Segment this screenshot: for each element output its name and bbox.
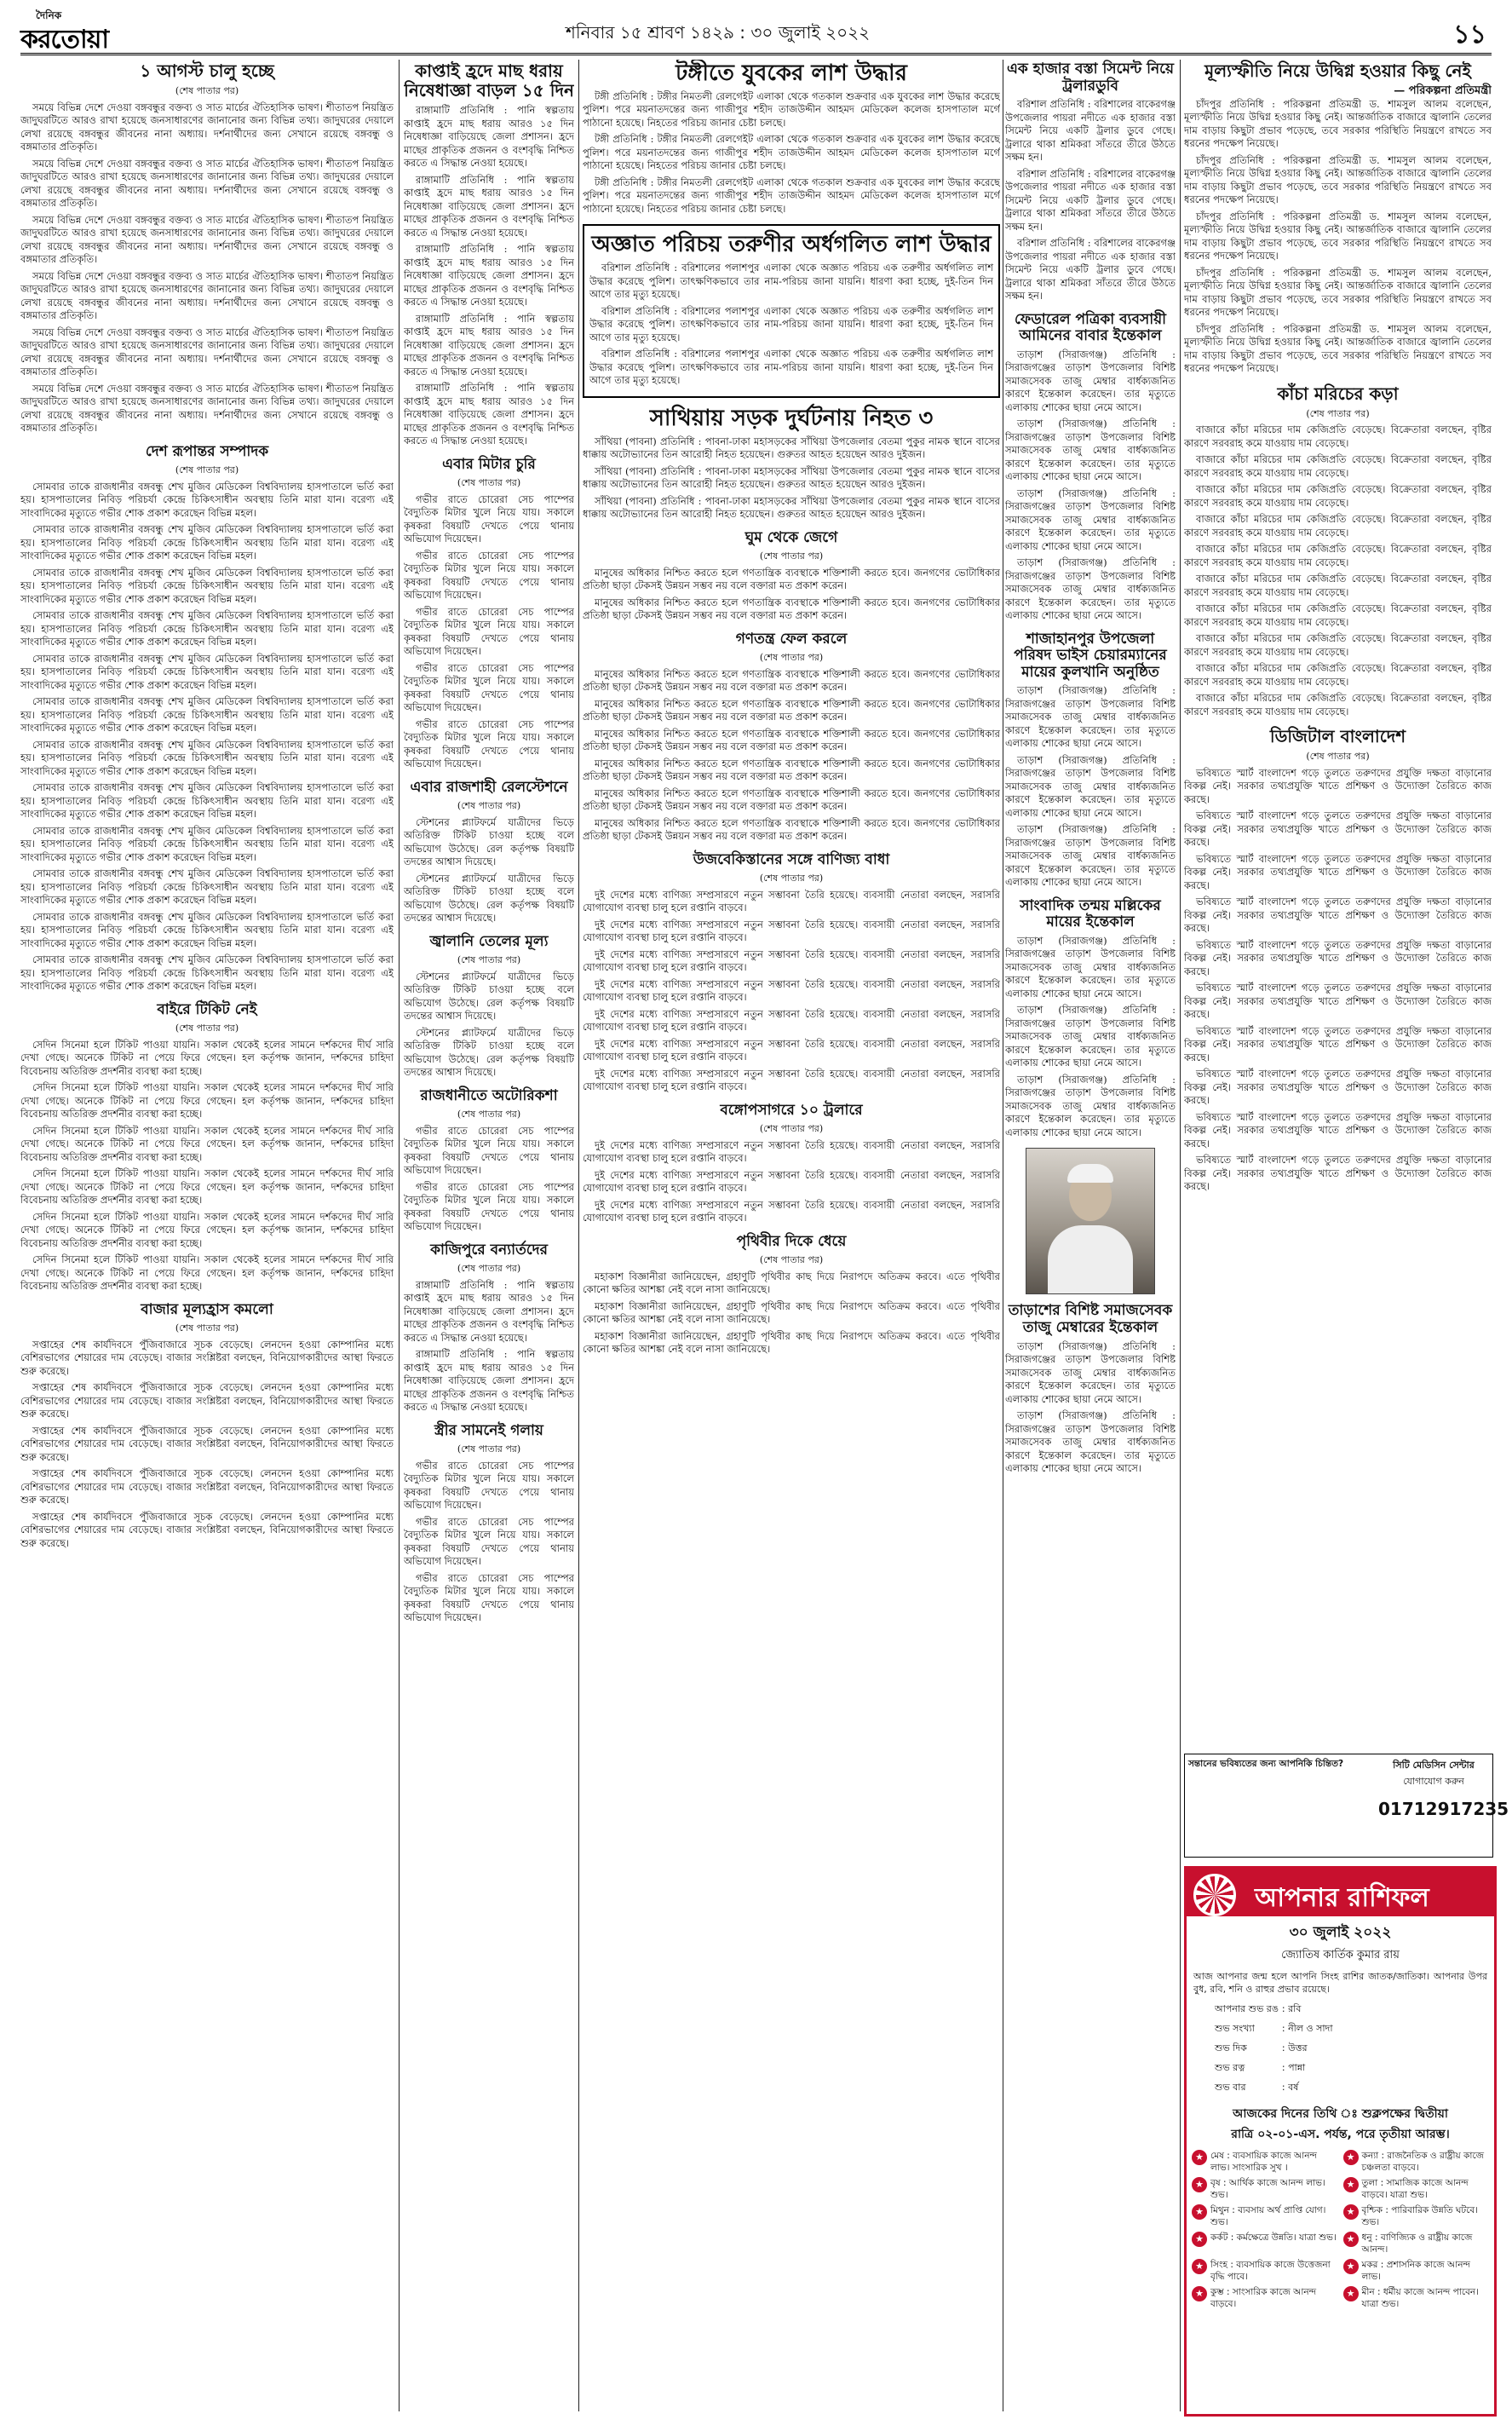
article-body: দুই দেশের মধ্যে বাণিজ্য সম্প্রসারণে নতুন সম্ভাবনা তৈরি হয়েছে। ব্যবসায়ী নেতারা বলছেন, সরাসরি যোগাযোগ ব্যবস্থা চালু হলে রপ্তানি বাড়বে। (583, 977, 1000, 1004)
article-body: সেদিন সিনেমা হলে টিকিট পাওয়া যায়নি। সকাল থেকেই হলের সামনে দর্শকদের দীর্ঘ সারি দেখা গেছে। অনেকে টিকিট না পেয়ে ফিরে গেছেন। হল কর্তৃপক্ষ জানান, দর্শকদের চাহিদা বিবেচনায় অতিরিক্ত প্রদর্শনীর ব্যবস্থা করা হচ্ছে। (20, 1038, 394, 1077)
article (1005, 61, 1176, 303)
zodiac-symbol-icon: ★ (1192, 2204, 1207, 2220)
article-body: সোমবার তাকে রাজধানীর বঙ্গবন্ধু শেখ মুজিব মেডিকেল বিশ্ববিদ্যালয় হাসপাতালে ভর্তি করা হয়। হাসপাতালের নিবিড় পরিচর্যা কেন্দ্রে চিকিৎসাধীন অবস্থায় তিনি মারা যান। বরেণ্য এই সাংবাদিকের মৃত্যুতে গভীর শোক প্রকাশ করেছেন বিভিন্ন মহল। (20, 652, 394, 691)
article-body: তাড়াশ (সিরাজগঞ্জ) প্রতিনিধি : সিরাজগঞ্জের তাড়াশ উপজেলার বিশিষ্ট সমাজসেবক তাজু মেম্বার বার্ধক্যজনিত কারণে ইন্তেকাল করেছেন। তার মৃত্যুতে এলাকায় শোকের ছায়া নেমে আসে। (1005, 1004, 1176, 1069)
article-body: রাঙ্গামাটি প্রতিনিধি : পানি স্বল্পতায় কাপ্তাই হ্রদে মাছ ধরায় আরও ১৫ দিন নিষেধাজ্ঞা বাড়িয়েছে জেলা প্রশাসন। হ্রদে মাছের প্রাকৃতিক প্রজনন ও বংশবৃদ্ধি নিশ্চিত করতে এ সিদ্ধান্ত নেওয়া হয়েছে। (404, 243, 574, 308)
horoscope-row-value: : উত্তর (1281, 2042, 1308, 2054)
article-body: দুই দেশের মধ্যে বাণিজ্য সম্প্রসারণে নতুন সম্ভাবনা তৈরি হয়েছে। ব্যবসায়ী নেতারা বলছেন, সরাসরি যোগাযোগ ব্যবস্থা চালু হলে রপ্তানি বাড়বে। (583, 1168, 1000, 1195)
article-body: বরিশাল প্রতিনিধি : বরিশালের পলাশপুর এলাকা থেকে অজ্ঞাত পরিচয় এক তরুণীর অর্ধগলিত লাশ উদ্ধার করেছে পুলিশ। তাৎক্ষণিকভাবে তার নাম-পরিচয় জানা যায়নি। ধারণা করা হচ্ছে, দুই-তিন দিন আগে তার মৃত্যু হয়েছে। (589, 304, 993, 343)
article-body: গভীর রাতে চোরেরা সেচ পাম্পের বৈদ্যুতিক মিটার খুলে নিয়ে যায়। সকালে কৃষকরা বিষয়টি দেখতে পেয়ে থানায় অভিযোগ দিয়েছেন। (404, 493, 574, 545)
column-divider (1180, 60, 1181, 2411)
article-body: দুই দেশের মধ্যে বাণিজ্য সম্প্রসারণে নতুন সম্ভাবনা তৈরি হয়েছে। ব্যবসায়ী নেতারা বলছেন, সরাসরি যোগাযোগ ব্যবস্থা চালু হলে রপ্তানি বাড়বে। (583, 1138, 1000, 1165)
article-headline: ফেডারেল পত্রিকা ব্যবসায়ী আমিনের বাবার ইন্তেকাল (1014, 310, 1167, 345)
horoscope-row-value: : রবি (1281, 2003, 1302, 2014)
article-body: স্টেশনের প্ল্যাটফর্মে যাত্রীদের ভিড়ে অতিরিক্ত টিকিট চাওয়া হচ্ছে বলে অভিযোগ উঠেছে। রেল কর্তৃপক্ষ বিষয়টি তদন্তের আশ্বাস দিয়েছে। (404, 1026, 574, 1079)
article-body: সোমবার তাকে রাজধানীর বঙ্গবন্ধু শেখ মুজিব মেডিকেল বিশ্ববিদ্যালয় হাসপাতালে ভর্তি করা হয়। হাসপাতালের নিবিড় পরিচর্যা কেন্দ্রে চিকিৎসাধীন অবস্থায় তিনি মারা যান। বরেণ্য এই সাংবাদিকের মৃত্যুতে গভীর শোক প্রকাশ করেছেন বিভিন্ন মহল। (20, 910, 394, 949)
article-body: গভীর রাতে চোরেরা সেচ পাম্পের বৈদ্যুতিক মিটার খুলে নিয়ে যায়। সকালে কৃষকরা বিষয়টি দেখতে পেয়ে থানায় অভিযোগ দিয়েছেন। (404, 605, 574, 658)
article-body: ভবিষ্যতে স্মার্ট বাংলাদেশ গড়ে তুলতে তরুণদের প্রযুক্তি দক্ষতা বাড়ানোর বিকল্প নেই। সরকার তথ্যপ্রযুক্তি খাতে প্রশিক্ষণ ও উদ্যোক্তা তৈরিতে কাজ করছে। (1184, 1154, 1492, 1192)
zodiac-wheel-icon (1193, 1874, 1236, 1916)
article-body: তাড়াশ (সিরাজগঞ্জ) প্রতিনিধি : সিরাজগঞ্জের তাড়াশ উপজেলার বিশিষ্ট সমাজসেবক তাজু মেম্বার বার্ধক্যজনিত কারণে ইন্তেকাল করেছেন। তার মৃত্যুতে এলাকায় শোকের ছায়া নেমে আসে। (1005, 1073, 1176, 1138)
zodiac-sign-entry (1343, 2204, 1490, 2228)
zodiac-symbol-icon: ★ (1343, 2150, 1359, 2165)
logo-big-text: করতোয়া (20, 25, 109, 55)
zodiac-sign-entry (1192, 2204, 1338, 2228)
article-body: সপ্তাহের শেষ কার্যদিবসে পুঁজিবাজারে সূচক বেড়েছে। লেনদেন হওয়া কোম্পানির মধ্যে বেশিরভাগের শেয়ারের দাম বেড়েছে। বাজার সংশ্লিষ্টরা বলছেন, বিনিয়োগকারীদের আস্থা ফিরতে শুরু করেছে। (20, 1424, 394, 1463)
ad-phone: 01712917235 (1378, 1799, 1509, 1819)
horoscope-author: জ্যোতিষ কার্তিক কুমার রায় (1281, 1949, 1400, 1962)
article-body: বাজারে কাঁচা মরিচের দাম কেজিপ্রতি বেড়েছে। বিক্রেতারা বলছেন, বৃষ্টির কারণে সরবরাহ কমে যাওয়ায় দাম বেড়েছে। (1184, 692, 1492, 717)
zodiac-sign-text: কন্যা : রাজনৈতিক ও রাষ্ট্রীয় কাজে চঞ্চলতা বাড়বে। (1361, 2151, 1484, 2173)
continued-label: (শেষ পাতার পর) (175, 1023, 239, 1034)
article-body: চাঁদপুর প্রতিনিধি : পরিকল্পনা প্রতিমন্ত্রী ড. শামসুল আলম বলেছেন, মূল্যস্ফীতি নিয়ে উদ্বিগ্ন হওয়ার কিছু নেই। আন্তর্জাতিক বাজারে জ্বালানি তেলের দাম বাড়ায় কিছুটা প্রভাব পড়েছে, তবে সরকার পরিস্থিতি নিয়ন্ত্রণে রাখতে সব ধরনের পদক্ষেপ নিয়েছে। (1184, 153, 1492, 205)
horoscope-row-value: : বৰ্ষ (1281, 2082, 1299, 2093)
zodiac-symbol-icon: ★ (1192, 2259, 1207, 2274)
article-body: দুই দেশের মধ্যে বাণিজ্য সম্প্রসারণে নতুন সম্ভাবনা তৈরি হয়েছে। ব্যবসায়ী নেতারা বলছেন, সরাসরি যোগাযোগ ব্যবস্থা চালু হলে রপ্তানি বাড়বে। (583, 888, 1000, 914)
continued-label: (শেষ পাতার পর) (175, 85, 239, 96)
continued-label: (শেষ পাতার পর) (759, 1254, 824, 1266)
continued-label: (শেষ পাতার পর) (457, 954, 521, 966)
article (20, 61, 394, 435)
page-number: ১১ (1453, 20, 1486, 49)
article-body: মহাকাশ বিজ্ঞানীরা জানিয়েছেন, গ্রহাণুটি পৃথিবীর কাছ দিয়ে নিরাপদে অতিক্রম করবে। এতে পৃথিবীর কোনো ক্ষতির আশঙ্কা নেই বলে নাসা জানিয়েছে। (583, 1270, 1000, 1296)
article-body: বরিশাল প্রতিনিধি : বরিশালের বাকেরগঞ্জ উপজেলার পায়রা নদীতে এক হাজার বস্তা সিমেন্ট নিয়ে একটি ট্রলার ডুবে গেছে। ট্রলারে থাকা শ্রমিকরা সাঁতরে তীরে উঠতে সক্ষম হন। (1005, 237, 1176, 302)
zodiac-symbol-icon: ★ (1343, 2232, 1359, 2247)
column-2 (404, 60, 574, 2411)
article (20, 1002, 394, 1293)
tithi-line: রাত্রি ০২-০১-এস. পর্যন্ত, পরে তৃতীয়া আরম্ভ। (1231, 2128, 1450, 2141)
article (20, 1302, 394, 1551)
zodiac-sign-entry (1192, 2286, 1338, 2310)
article (1184, 61, 1492, 376)
article-body: সোমবার তাকে রাজধানীর বঙ্গবন্ধু শেখ মুজিব মেডিকেল বিশ্ববিদ্যালয় হাসপাতালে ভর্তি করা হয়। হাসপাতালের নিবিড় পরিচর্যা কেন্দ্রে চিকিৎসাধীন অবস্থায় তিনি মারা যান। বরেণ্য এই সাংবাদিকের মৃত্যুতে গভীর শোক প্রকাশ করেছেন বিভিন্ন মহল। (20, 523, 394, 562)
column-3 (583, 60, 1000, 2411)
horoscope-intro: আজ আপনার জন্ম হলে আপনি সিংহ রাশির জাতক/জাতিকা। আপনার উপর বুধ, রবি, শনি ও রাহুর প্রভাব রয়েছে। (1193, 1971, 1487, 1995)
article-headline: সাংবাদিক তন্ময় মল্লিকের মায়ের ইন্তেকাল (1020, 896, 1161, 931)
zodiac-sign-entry (1343, 2259, 1490, 2283)
continued-label: (শেষ পাতার পর) (457, 477, 521, 489)
article-body: সোমবার তাকে রাজধানীর বঙ্গবন্ধু শেখ মুজিব মেডিকেল বিশ্ববিদ্যালয় হাসপাতালে ভর্তি করা হয়। হাসপাতালের নিবিড় পরিচর্যা কেন্দ্রে চিকিৎসাধীন অবস্থায় তিনি মারা যান। বরেণ্য এই সাংবাদিকের মৃত্যুতে গভীর শোক প্রকাশ করেছেন বিভিন্ন মহল। (20, 480, 394, 519)
continued-label: (শেষ পাতার পর) (457, 1443, 521, 1455)
zodiac-sign-text: মকর : প্রশাসনিক কাজে আনন্দ লাভ। (1361, 2260, 1470, 2282)
article-body: সোমবার তাকে রাজধানীর বঙ্গবন্ধু শেখ মুজিব মেডিকেল বিশ্ববিদ্যালয় হাসপাতালে ভর্তি করা হয়। হাসপাতালের নিবিড় পরিচর্যা কেন্দ্রে চিকিৎসাধীন অবস্থায় তিনি মারা যান। বরেণ্য এই সাংবাদিকের মৃত্যুতে গভীর শোক প্রকাশ করেছেন বিভিন্ন মহল। (20, 781, 394, 821)
article-body: সাঁথিয়া (পাবনা) প্রতিনিধি : পাবনা-ঢাকা মহাসড়কের সাঁথিয়া উপজেলার বেতমা পুকুর নামক স্থানে বাসের ধাক্কায় অটোভ্যানের তিন আরোহী নিহত হয়েছেন। গুরুতর আহত হয়েছেন আরও দুইজন। (583, 435, 1000, 461)
article (404, 457, 574, 771)
article (583, 530, 1000, 623)
article (583, 1103, 1000, 1225)
article-body: তাড়াশ (সিরাজগঞ্জ) প্রতিনিধি : সিরাজগঞ্জের তাড়াশ উপজেলার বিশিষ্ট সমাজসেবক তাজু মেম্বার বার্ধক্যজনিত কারণে ইন্তেকাল করেছেন। তার মৃত্যুতে এলাকায় শোকের ছায়া নেমে আসে। (1005, 487, 1176, 552)
article (583, 406, 1000, 521)
zodiac-sign-entry (1192, 2177, 1338, 2201)
zodiac-symbol-icon: ★ (1192, 2232, 1207, 2247)
article-body: সোমবার তাকে রাজধানীর বঙ্গবন্ধু শেখ মুজিব মেডিকেল বিশ্ববিদ্যালয় হাসপাতালে ভর্তি করা হয়। হাসপাতালের নিবিড় পরিচর্যা কেন্দ্রে চিকিৎসাধীন অবস্থায় তিনি মারা যান। বরেণ্য এই সাংবাদিকের মৃত্যুতে গভীর শোক প্রকাশ করেছেন বিভিন্ন মহল। (20, 953, 394, 993)
article-body: সময়ে বিভিন্ন দেশে দেওয়া বঙ্গবন্ধুর বক্তব্য ও সাত মার্চের ঐতিহাসিক ভাষণ। শীতাতপ নিয়ন্ত্রিত জাদুঘরটিতে আরও রাখা হয়েছে জনসাধারণের জানানোর জন্য বিভিন্ন তথ্য। জাদুঘরের দেয়ালে লেখা রয়েছে বঙ্গবন্ধুর জীবনের নানা অধ্যায়। দর্শনার্থীদের জন্য সেখানে রয়েছে বঙ্গবন্ধু ও বঙ্গমাতার প্রতিকৃতি। (20, 101, 394, 153)
zodiac-sign-entry (1192, 2232, 1338, 2255)
article-body: সোমবার তাকে রাজধানীর বঙ্গবন্ধু শেখ মুজিব মেডিকেল বিশ্ববিদ্যালয় হাসপাতালে ভর্তি করা হয়। হাসপাতালের নিবিড় পরিচর্যা কেন্দ্রে চিকিৎসাধীন অবস্থায় তিনি মারা যান। বরেণ্য এই সাংবাদিকের মৃত্যুতে গভীর শোক প্রকাশ করেছেন বিভিন্ন মহল। (20, 566, 394, 605)
article-body: গভীর রাতে চোরেরা সেচ পাম্পের বৈদ্যুতিক মিটার খুলে নিয়ে যায়। সকালে কৃষকরা বিষয়টি দেখতে পেয়ে থানায় অভিযোগ দিয়েছেন। (404, 549, 574, 602)
horoscope-row (1214, 2001, 1334, 2019)
article-headline: স্ত্রীর সামনেই গলায় (434, 1421, 543, 1439)
article-body: মানুষের অধিকার নিশ্চিত করতে হলে গণতান্ত্রিক ব্যবস্থাকে শক্তিশালী করতে হবে। জনগণের ভোটাধিকার প্রতিষ্ঠা ছাড়া টেকসই উন্নয়ন সম্ভব নয় বলে বক্তারা মত প্রকাশ করেন। (583, 667, 1000, 694)
article-body: সেদিন সিনেমা হলে টিকিট পাওয়া যায়নি। সকাল থেকেই হলের সামনে দর্শকদের দীর্ঘ সারি দেখা গেছে। অনেকে টিকিট না পেয়ে ফিরে গেছেন। হল কর্তৃপক্ষ জানান, দর্শকদের চাহিদা বিবেচনায় অতিরিক্ত প্রদর্শনীর ব্যবস্থা করা হচ্ছে। (20, 1167, 394, 1207)
continued-label: (শেষ পাতার পর) (1306, 407, 1370, 419)
article-body: গভীর রাতে চোরেরা সেচ পাম্পের বৈদ্যুতিক মিটার খুলে নিয়ে যায়। সকালে কৃষকরা বিষয়টি দেখতে পেয়ে থানায় অভিযোগ দিয়েছেন। (404, 1180, 574, 1233)
article-body: বাজারে কাঁচা মরিচের দাম কেজিপ্রতি বেড়েছে। বিক্রেতারা বলছেন, বৃষ্টির কারণে সরবরাহ কমে যাওয়ায় দাম বেড়েছে। (1184, 483, 1492, 509)
article-body: স্টেশনের প্ল্যাটফর্মে যাত্রীদের ভিড়ে অতিরিক্ত টিকিট চাওয়া হচ্ছে বলে অভিযোগ উঠেছে। রেল কর্তৃপক্ষ বিষয়টি তদন্তের আশ্বাস দিয়েছে। (404, 872, 574, 925)
article-body: সোমবার তাকে রাজধানীর বঙ্গবন্ধু শেখ মুজিব মেডিকেল বিশ্ববিদ্যালয় হাসপাতালে ভর্তি করা হয়। হাসপাতালের নিবিড় পরিচর্যা কেন্দ্রে চিকিৎসাধীন অবস্থায় তিনি মারা যান। বরেণ্য এই সাংবাদিকের মৃত্যুতে গভীর শোক প্রকাশ করেছেন বিভিন্ন মহল। (20, 695, 394, 734)
article-body: ভবিষ্যতে স্মার্ট বাংলাদেশ গড়ে তুলতে তরুণদের প্রযুক্তি দক্ষতা বাড়ানোর বিকল্প নেই। সরকার তথ্যপ্রযুক্তি খাতে প্রশিক্ষণ ও উদ্যোক্তা তৈরিতে কাজ করছে। (1184, 896, 1492, 934)
zodiac-symbol-icon: ★ (1343, 2177, 1359, 2192)
article-headline: অজ্ঞাত পরিচয় তরুণীর অর্ধগলিত লাশ উদ্ধার (591, 232, 992, 258)
ad-cta: যোগাযোগ করুন (1403, 1776, 1464, 1787)
article (583, 852, 1000, 1094)
article-body: রাঙ্গামাটি প্রতিনিধি : পানি স্বল্পতায় কাপ্তাই হ্রদে মাছ ধরায় আরও ১৫ দিন নিষেধাজ্ঞা বাড়িয়েছে জেলা প্রশাসন। হ্রদে মাছের প্রাকৃতিক প্রজনন ও বংশবৃদ্ধি নিশ্চিত করতে এ সিদ্ধান্ত নেওয়া হয়েছে। (404, 312, 574, 377)
photo-caption: তাড়াশের বিশিষ্ট সমাজসেবক তাজু মেম্বারের ইন্তেকাল (1008, 1302, 1173, 1336)
article-body: সপ্তাহের শেষ কার্যদিবসে পুঁজিবাজারে সূচক বেড়েছে। লেনদেন হওয়া কোম্পানির মধ্যে বেশিরভাগের শেয়ারের দাম বেড়েছে। বাজার সংশ্লিষ্টরা বলছেন, বিনিয়োগকারীদের আস্থা ফিরতে শুরু করেছে। (20, 1510, 394, 1549)
ad-brand: সিটি মেডিসিন সেন্টার (1393, 1760, 1475, 1771)
article-body: সোমবার তাকে রাজধানীর বঙ্গবন্ধু শেখ মুজিব মেডিকেল বিশ্ববিদ্যালয় হাসপাতালে ভর্তি করা হয়। হাসপাতালের নিবিড় পরিচর্যা কেন্দ্রে চিকিৎসাধীন অবস্থায় তিনি মারা যান। বরেণ্য এই সাংবাদিকের মৃত্যুতে গভীর শোক প্রকাশ করেছেন বিভিন্ন মহল। (20, 738, 394, 777)
article-body: বাজারে কাঁচা মরিচের দাম কেজিপ্রতি বেড়েছে। বিক্রেতারা বলছেন, বৃষ্টির কারণে সরবরাহ কমে যাওয়ায় দাম বেড়েছে। (1184, 573, 1492, 598)
continued-label: (শেষ পাতার পর) (759, 550, 824, 562)
zodiac-sign-text: কুম্ভ : সাংসারিক কাজে আনন্দ বাড়বে। (1210, 2287, 1317, 2309)
horoscope-row-key: শুভ দিক (1215, 2042, 1247, 2054)
article-headline: এবার রাজশাহী রেলস্টেশনে (410, 778, 568, 796)
article-body: চাঁদপুর প্রতিনিধি : পরিকল্পনা প্রতিমন্ত্রী ড. শামসুল আলম বলেছেন, মূল্যস্ফীতি নিয়ে উদ্বিগ্ন হওয়ার কিছু নেই। আন্তর্জাতিক বাজারে জ্বালানি তেলের দাম বাড়ায় কিছুটা প্রভাব পড়েছে, তবে সরকার পরিস্থিতি নিয়ন্ত্রণে রাখতে সব ধরনের পদক্ষেপ নিয়েছে। (1184, 210, 1492, 262)
article-headline: বাজার মূল্যহ্রাস কমলো (141, 1300, 273, 1318)
horoscope-row-key: শুভ সংখ্যা (1215, 2023, 1255, 2034)
column-1 (20, 60, 394, 2411)
article-body: চাঁদপুর প্রতিনিধি : পরিকল্পনা প্রতিমন্ত্রী ড. শামসুল আলম বলেছেন, মূল্যস্ফীতি নিয়ে উদ্বিগ্ন হওয়ার কিছু নেই। আন্তর্জাতিক বাজারে জ্বালানি তেলের দাম বাড়ায় কিছুটা প্রভাব পড়েছে, তবে সরকার পরিস্থিতি নিয়ন্ত্রণে রাখতে সব ধরনের পদক্ষেপ নিয়েছে। (1184, 97, 1492, 149)
article-body: ভবিষ্যতে স্মার্ট বাংলাদেশ গড়ে তুলতে তরুণদের প্রযুক্তি দক্ষতা বাড়ানোর বিকল্প নেই। সরকার তথ্যপ্রযুক্তি খাতে প্রশিক্ষণ ও উদ্যোক্তা তৈরিতে কাজ করছে। (1184, 852, 1492, 891)
article-body: তাড়াশ (সিরাজগঞ্জ) প্রতিনিধি : সিরাজগঞ্জের তাড়াশ উপজেলার বিশিষ্ট সমাজসেবক তাজু মেম্বার বার্ধক্যজনিত কারণে ইন্তেকাল করেছেন। তার মৃত্যুতে এলাকায় শোকের ছায়া নেমে আসে। (1005, 823, 1176, 889)
article-body: টঙ্গী প্রতিনিধি : টঙ্গীর নিমতলী রেলগেইট এলাকা থেকে গতকাল শুক্রবার এক যুবকের লাশ উদ্ধার করেছে পুলিশ। পরে ময়নাতদন্তের জন্য গাজীপুর শহীদ তাজউদ্দীন আহমদ মেডিকেল কলেজ হাসপাতাল মর্গে পাঠানো হয়েছে। নিহতের পরিচয় জানার চেষ্টা চলছে। (583, 89, 1000, 129)
article (404, 934, 574, 1080)
column-5 (1184, 60, 1492, 1751)
column-4 (1005, 60, 1176, 2411)
article (1005, 631, 1176, 890)
horoscope-row-key: শুভ রত্ন (1215, 2062, 1245, 2073)
article-headline: সাথিয়ায় সড়ক দুর্ঘটনায় নিহত ৩ (649, 405, 934, 431)
article-body: তাড়াশ (সিরাজগঞ্জ) প্রতিনিধি : সিরাজগঞ্জের তাড়াশ উপজেলার বিশিষ্ট সমাজসেবক তাজু মেম্বার বার্ধক্যজনিত কারণে ইন্তেকাল করেছেন। তার মৃত্যুতে এলাকায় শোকের ছায়া নেমে আসে। (1005, 556, 1176, 622)
article-body: ভবিষ্যতে স্মার্ট বাংলাদেশ গড়ে তুলতে তরুণদের প্রযুক্তি দক্ষতা বাড়ানোর বিকল্প নেই। সরকার তথ্যপ্রযুক্তি খাতে প্রশিক্ষণ ও উদ্যোক্তা তৈরিতে কাজ করছে। (1184, 938, 1492, 977)
ad-headline: সন্তানের ভবিষ্যতের জন্য আপনিকি চিন্তিত? (1188, 1759, 1344, 1769)
boxed-article (583, 224, 1000, 397)
zodiac-symbol-icon: ★ (1343, 2259, 1359, 2274)
article-body: স্টেশনের প্ল্যাটফর্মে যাত্রীদের ভিড়ে অতিরিক্ত টিকিট চাওয়া হচ্ছে বলে অভিযোগ উঠেছে। রেল কর্তৃপক্ষ বিষয়টি তদন্তের আশ্বাস দিয়েছে। (404, 815, 574, 868)
portrait-photo (1026, 1148, 1155, 1294)
article-body: দুই দেশের মধ্যে বাণিজ্য সম্প্রসারণে নতুন সম্ভাবনা তৈরি হয়েছে। ব্যবসায়ী নেতারা বলছেন, সরাসরি যোগাযোগ ব্যবস্থা চালু হলে রপ্তানি বাড়বে। (583, 1037, 1000, 1063)
article-body: মহাকাশ বিজ্ঞানীরা জানিয়েছেন, গ্রহাণুটি পৃথিবীর কাছ দিয়ে নিরাপদে অতিক্রম করবে। এতে পৃথিবীর কোনো ক্ষতির আশঙ্কা নেই বলে নাসা জানিয়েছে। (583, 1299, 1000, 1326)
horoscope-row (1214, 2020, 1334, 2038)
zodiac-sign-text: তুলা : সামাজিক কাজে আনন্দ বাড়বে। যাত্রা শুভ। (1361, 2178, 1469, 2200)
article-body: মানুষের অধিকার নিশ্চিত করতে হলে গণতান্ত্রিক ব্যবস্থাকে শক্তিশালী করতে হবে। জনগণের ভোটাধিকার প্রতিষ্ঠা ছাড়া টেকসই উন্নয়ন সম্ভব নয় বলে বক্তারা মত প্রকাশ করেন। (583, 566, 1000, 592)
article-headline: বঙ্গোপসাগরে ১০ ট্রলারে (720, 1101, 863, 1119)
horoscope-row-value: : পান্না (1281, 2062, 1306, 2073)
article-body: রাঙ্গামাটি প্রতিনিধি : পানি স্বল্পতায় কাপ্তাই হ্রদে মাছ ধরায় আরও ১৫ দিন নিষেধাজ্ঞা বাড়িয়েছে জেলা প্রশাসন। হ্রদে মাছের প্রাকৃতিক প্রজনন ও বংশবৃদ্ধি নিশ্চিত করতে এ সিদ্ধান্ত নেওয়া হয়েছে। (404, 173, 574, 239)
article-body: তাড়াশ (সিরাজগঞ্জ) প্রতিনিধি : সিরাজগঞ্জের তাড়াশ উপজেলার বিশিষ্ট সমাজসেবক তাজু মেম্বার বার্ধক্যজনিত কারণে ইন্তেকাল করেছেন। তার মৃত্যুতে এলাকায় শোকের ছায়া নেমে আসে। (1005, 934, 1176, 999)
article-body: তাড়াশ (সিরাজগঞ্জ) প্রতিনিধি : সিরাজগঞ্জের তাড়াশ উপজেলার বিশিষ্ট সমাজসেবক তাজু মেম্বার বার্ধক্যজনিত কারণে ইন্তেকাল করেছেন। তার মৃত্যুতে এলাকায় শোকের ছায়া নেমে আসে। (1005, 418, 1176, 483)
article-body: বাজারে কাঁচা মরিচের দাম কেজিপ্রতি বেড়েছে। বিক্রেতারা বলছেন, বৃষ্টির কারণে সরবরাহ কমে যাওয়ায় দাম বেড়েছে। (1184, 513, 1492, 539)
horoscope-row (1214, 2079, 1334, 2097)
article (404, 1088, 574, 1234)
article-body: সোমবার তাকে রাজধানীর বঙ্গবন্ধু শেখ মুজিব মেডিকেল বিশ্ববিদ্যালয় হাসপাতালে ভর্তি করা হয়। হাসপাতালের নিবিড় পরিচর্যা কেন্দ্রে চিকিৎসাধীন অবস্থায় তিনি মারা যান। বরেণ্য এই সাংবাদিকের মৃত্যুতে গভীর শোক প্রকাশ করেছেন বিভিন্ন মহল। (20, 609, 394, 648)
article (404, 1423, 574, 1625)
article-body: স্টেশনের প্ল্যাটফর্মে যাত্রীদের ভিড়ে অতিরিক্ত টিকিট চাওয়া হচ্ছে বলে অভিযোগ উঠেছে। রেল কর্তৃপক্ষ বিষয়টি তদন্তের আশ্বাস দিয়েছে। (404, 970, 574, 1023)
article-body: রাঙ্গামাটি প্রতিনিধি : পানি স্বল্পতায় কাপ্তাই হ্রদে মাছ ধরায় আরও ১৫ দিন নিষেধাজ্ঞা বাড়িয়েছে জেলা প্রশাসন। হ্রদে মাছের প্রাকৃতিক প্রজনন ও বংশবৃদ্ধি নিশ্চিত করতে এ সিদ্ধান্ত নেওয়া হয়েছে। (404, 1348, 574, 1414)
article (20, 444, 394, 994)
zodiac-symbol-icon: ★ (1192, 2286, 1207, 2301)
zodiac-sign-entry (1192, 2259, 1338, 2283)
article-body: দুই দেশের মধ্যে বাণিজ্য সম্প্রসারণে নতুন সম্ভাবনা তৈরি হয়েছে। ব্যবসায়ী নেতারা বলছেন, সরাসরি যোগাযোগ ব্যবস্থা চালু হলে রপ্তানি বাড়বে। (583, 948, 1000, 974)
article-body: মানুষের অধিকার নিশ্চিত করতে হলে গণতান্ত্রিক ব্যবস্থাকে শক্তিশালী করতে হবে। জনগণের ভোটাধিকার প্রতিষ্ঠা ছাড়া টেকসই উন্নয়ন সম্ভব নয় বলে বক্তারা মত প্রকাশ করেন। (583, 727, 1000, 753)
advertisement (1184, 1754, 1509, 1858)
article-headline: এক হাজার বস্তা সিমেন্ট নিয়ে ট্রলারডুবি (1006, 60, 1175, 95)
article-body: মহাকাশ বিজ্ঞানীরা জানিয়েছেন, গ্রহাণুটি পৃথিবীর কাছ দিয়ে নিরাপদে অতিক্রম করবে। এতে পৃথিবীর কোনো ক্ষতির আশঙ্কা নেই বলে নাসা জানিয়েছে। (583, 1329, 1000, 1356)
article (1005, 312, 1176, 623)
article-body: দুই দেশের মধ্যে বাণিজ্য সম্প্রসারণে নতুন সম্ভাবনা তৈরি হয়েছে। ব্যবসায়ী নেতারা বলছেন, সরাসরি যোগাযোগ ব্যবস্থা চালু হলে রপ্তানি বাড়বে। (583, 1198, 1000, 1224)
article-body: ভবিষ্যতে স্মার্ট বাংলাদেশ গড়ে তুলতে তরুণদের প্রযুক্তি দক্ষতা বাড়ানোর বিকল্প নেই। সরকার তথ্যপ্রযুক্তি খাতে প্রশিক্ষণ ও উদ্যোক্তা তৈরিতে কাজ করছে। (1184, 766, 1492, 805)
zodiac-sign-text: কর্কট : কর্মক্ষেত্রে উন্নতি। যাত্রা শুভ। (1210, 2232, 1337, 2243)
article-body: ভবিষ্যতে স্মার্ট বাংলাদেশ গড়ে তুলতে তরুণদের প্রযুক্তি দক্ষতা বাড়ানোর বিকল্প নেই। সরকার তথ্যপ্রযুক্তি খাতে প্রশিক্ষণ ও উদ্যোক্তা তৈরিতে কাজ করছে। (1184, 1110, 1492, 1149)
article (583, 61, 1000, 216)
horoscope-date: ৩০ জুলাই ২০২২ (1289, 1924, 1392, 1941)
horoscope-box (1184, 1866, 1497, 2417)
article-body: সপ্তাহের শেষ কার্যদিবসে পুঁজিবাজারে সূচক বেড়েছে। লেনদেন হওয়া কোম্পানির মধ্যে বেশিরভাগের শেয়ারের দাম বেড়েছে। বাজার সংশ্লিষ্টরা বলছেন, বিনিয়োগকারীদের আস্থা ফিরতে শুরু করেছে। (20, 1338, 394, 1377)
article-body: বাজারে কাঁচা মরিচের দাম কেজিপ্রতি বেড়েছে। বিক্রেতারা বলছেন, বৃষ্টির কারণে সরবরাহ কমে যাওয়ায় দাম বেড়েছে। (1184, 662, 1492, 688)
article-headline: উজবেকিস্তানের সঙ্গে বাণিজ্য বাধা (693, 850, 890, 868)
zodiac-sign-entry (1343, 2286, 1490, 2310)
article-headline: কাজিপুরে বন্যার্তদের (430, 1241, 548, 1259)
article-body: সেদিন সিনেমা হলে টিকিট পাওয়া যায়নি। সকাল থেকেই হলের সামনে দর্শকদের দীর্ঘ সারি দেখা গেছে। অনেকে টিকিট না পেয়ে ফিরে গেছেন। হল কর্তৃপক্ষ জানান, দর্শকদের চাহিদা বিবেচনায় অতিরিক্ত প্রদর্শনীর ব্যবস্থা করা হচ্ছে। (20, 1081, 394, 1120)
article-body: সময়ে বিভিন্ন দেশে দেওয়া বঙ্গবন্ধুর বক্তব্য ও সাত মার্চের ঐতিহাসিক ভাষণ। শীতাতপ নিয়ন্ত্রিত জাদুঘরটিতে আরও রাখা হয়েছে জনসাধারণের জানানোর জন্য বিভিন্ন তথ্য। জাদুঘরের দেয়ালে লেখা রয়েছে বঙ্গবন্ধুর জীবনের নানা অধ্যায়। দর্শনার্থীদের জন্য সেখানে রয়েছে বঙ্গবন্ধু ও বঙ্গমাতার প্রতিকৃতি। (20, 213, 394, 265)
horoscope-row (1214, 2059, 1334, 2077)
article-body: বাজারে কাঁচা মরিচের দাম কেজিপ্রতি বেড়েছে। বিক্রেতারা বলছেন, বৃষ্টির কারণে সরবরাহ কমে যাওয়ায় দাম বেড়েছে। (1184, 632, 1492, 658)
article-body: সাঁথিয়া (পাবনা) প্রতিনিধি : পাবনা-ঢাকা মহাসড়কের সাঁথিয়া উপজেলার বেতমা পুকুর নামক স্থানে বাসের ধাক্কায় অটোভ্যানের তিন আরোহী নিহত হয়েছেন। গুরুতর আহত হয়েছেন আরও দুইজন। (583, 464, 1000, 491)
article-body: তাড়াশ (সিরাজগঞ্জ) প্রতিনিধি : সিরাজগঞ্জের তাড়াশ উপজেলার বিশিষ্ট সমাজসেবক তাজু মেম্বার বার্ধক্যজনিত কারণে ইন্তেকাল করেছেন। তার মৃত্যুতে এলাকায় শোকের ছায়া নেমে আসে। (1005, 753, 1176, 819)
article-body: চাঁদপুর প্রতিনিধি : পরিকল্পনা প্রতিমন্ত্রী ড. শামসুল আলম বলেছেন, মূল্যস্ফীতি নিয়ে উদ্বিগ্ন হওয়ার কিছু নেই। আন্তর্জাতিক বাজারে জ্বালানি তেলের দাম বাড়ায় কিছুটা প্রভাব পড়েছে, তবে সরকার পরিস্থিতি নিয়ন্ত্রণে রাখতে সব ধরনের পদক্ষেপ নিয়েছে। (1184, 322, 1492, 374)
article-body: সময়ে বিভিন্ন দেশে দেওয়া বঙ্গবন্ধুর বক্তব্য ও সাত মার্চের ঐতিহাসিক ভাষণ। শীতাতপ নিয়ন্ত্রিত জাদুঘরটিতে আরও রাখা হয়েছে জনসাধারণের জানানোর জন্য বিভিন্ন তথ্য। জাদুঘরের দেয়ালে লেখা রয়েছে বঙ্গবন্ধুর জীবনের নানা অধ্যায়। দর্শনার্থীদের জন্য সেখানে রয়েছে বঙ্গবন্ধু ও বঙ্গমাতার প্রতিকৃতি। (20, 269, 394, 321)
horoscope-header (1187, 1869, 1494, 1916)
article-headline: জ্বালানি তেলের মূল্য (429, 932, 549, 950)
article-headline: পৃথিবীর দিকে ধেয়ে (736, 1232, 847, 1250)
article-body: বাজারে কাঁচা মরিচের দাম কেজিপ্রতি বেড়েছে। বিক্রেতারা বলছেন, বৃষ্টির কারণে সরবরাহ কমে যাওয়ায় দাম বেড়েছে। (1184, 543, 1492, 568)
article-headline: শাজাহানপুর উপজেলা পরিষদ ভাইস চেয়ারম্যানের মায়ের কুলখানি অনুষ্ঠিত (1014, 630, 1167, 681)
article-body: গভীর রাতে চোরেরা সেচ পাম্পের বৈদ্যুতিক মিটার খুলে নিয়ে যায়। সকালে কৃষকরা বিষয়টি দেখতে পেয়ে থানায় অভিযোগ দিয়েছেন। (404, 1124, 574, 1177)
article-body: গভীর রাতে চোরেরা সেচ পাম্পের বৈদ্যুতিক মিটার খুলে নিয়ে যায়। সকালে কৃষকরা বিষয়টি দেখতে পেয়ে থানায় অভিযোগ দিয়েছেন। (404, 661, 574, 714)
tithi-line: আজকের দিনের তিথি ঃ শুক্লপক্ষের দ্বিতীয়া (1233, 2107, 1448, 2121)
article-body: দুই দেশের মধ্যে বাণিজ্য সম্প্রসারণে নতুন সম্ভাবনা তৈরি হয়েছে। ব্যবসায়ী নেতারা বলছেন, সরাসরি যোগাযোগ ব্যবস্থা চালু হলে রপ্তানি বাড়বে। (583, 918, 1000, 944)
article-body: সাঁথিয়া (পাবনা) প্রতিনিধি : পাবনা-ঢাকা মহাসড়কের সাঁথিয়া উপজেলার বেতমা পুকুর নামক স্থানে বাসের ধাক্কায় অটোভ্যানের তিন আরোহী নিহত হয়েছেন। গুরুতর আহত হয়েছেন আরও দুইজন। (583, 494, 1000, 521)
zodiac-sign-text: ধনু : বাণিজ্যিক ও রাষ্ট্রীয় কাজে আনন্দ। (1361, 2232, 1473, 2255)
article-body: বাজারে কাঁচা মরিচের দাম কেজিপ্রতি বেড়েছে। বিক্রেতারা বলছেন, বৃষ্টির কারণে সরবরাহ কমে যাওয়ায় দাম বেড়েছে। (1184, 602, 1492, 628)
zodiac-signs (1187, 2150, 1494, 2313)
article-body: টঙ্গী প্রতিনিধি : টঙ্গীর নিমতলী রেলগেইট এলাকা থেকে গতকাল শুক্রবার এক যুবকের লাশ উদ্ধার করেছে পুলিশ। পরে ময়নাতদন্তের জন্য গাজীপুর শহীদ তাজউদ্দীন আহমদ মেডিকেল কলেজ হাসপাতাল মর্গে পাঠানো হয়েছে। নিহতের পরিচয় জানার চেষ্টা চলছে। (583, 176, 1000, 215)
article-body: গভীর রাতে চোরেরা সেচ পাম্পের বৈদ্যুতিক মিটার খুলে নিয়ে যায়। সকালে কৃষকরা বিষয়টি দেখতে পেয়ে থানায় অভিযোগ দিয়েছেন। (404, 1459, 574, 1512)
article-headline: কাপ্তাই হ্রদে মাছ ধরায় নিষেধাজ্ঞা বাড়ল ১৫ দিন (404, 60, 574, 101)
zodiac-sign-entry (1192, 2150, 1338, 2174)
article (1184, 727, 1492, 1194)
article (1005, 898, 1176, 1140)
zodiac-sign-text: বৃষ : আর্থিক কাজে আনন্দ লাভ। শুভ। (1210, 2178, 1325, 2200)
article-body: মানুষের অধিকার নিশ্চিত করতে হলে গণতান্ত্রিক ব্যবস্থাকে শক্তিশালী করতে হবে। জনগণের ভোটাধিকার প্রতিষ্ঠা ছাড়া টেকসই উন্নয়ন সম্ভব নয় বলে বক্তারা মত প্রকাশ করেন। (583, 786, 1000, 813)
article-body: সপ্তাহের শেষ কার্যদিবসে পুঁজিবাজারে সূচক বেড়েছে। লেনদেন হওয়া কোম্পানির মধ্যে বেশিরভাগের শেয়ারের দাম বেড়েছে। বাজার সংশ্লিষ্টরা বলছেন, বিনিয়োগকারীদের আস্থা ফিরতে শুরু করেছে। (20, 1381, 394, 1420)
article-body: তাড়াশ (সিরাজগঞ্জ) প্রতিনিধি : সিরাজগঞ্জের তাড়াশ উপজেলার বিশিষ্ট সমাজসেবক তাজু মেম্বার বার্ধক্যজনিত কারণে ইন্তেকাল করেছেন। তার মৃত্যুতে এলাকায় শোকের ছায়া নেমে আসে। (1005, 684, 1176, 750)
continued-label: (শেষ পাতার পর) (1306, 751, 1370, 762)
article-body: সেদিন সিনেমা হলে টিকিট পাওয়া যায়নি। সকাল থেকেই হলের সামনে দর্শকদের দীর্ঘ সারি দেখা গেছে। অনেকে টিকিট না পেয়ে ফিরে গেছেন। হল কর্তৃপক্ষ জানান, দর্শকদের চাহিদা বিবেচনায় অতিরিক্ত প্রদর্শনীর ব্যবস্থা করা হচ্ছে। (20, 1210, 394, 1249)
article-body: সময়ে বিভিন্ন দেশে দেওয়া বঙ্গবন্ধুর বক্তব্য ও সাত মার্চের ঐতিহাসিক ভাষণ। শীতাতপ নিয়ন্ত্রিত জাদুঘরটিতে আরও রাখা হয়েছে জনসাধারণের জানানোর জন্য বিভিন্ন তথ্য। জাদুঘরের দেয়ালে লেখা রয়েছে বঙ্গবন্ধুর জীবনের নানা অধ্যায়। দর্শনার্থীদের জন্য সেখানে রয়েছে বঙ্গবন্ধু ও বঙ্গমাতার প্রতিকৃতি। (20, 157, 394, 209)
article-body: সময়ে বিভিন্ন দেশে দেওয়া বঙ্গবন্ধুর বক্তব্য ও সাত মার্চের ঐতিহাসিক ভাষণ। শীতাতপ নিয়ন্ত্রিত জাদুঘরটিতে আরও রাখা হয়েছে জনসাধারণের জানানোর জন্য বিভিন্ন তথ্য। জাদুঘরের দেয়ালে লেখা রয়েছে বঙ্গবন্ধুর জীবনের নানা অধ্যায়। দর্শনার্থীদের জন্য সেখানে রয়েছে বঙ্গবন্ধু ও বঙ্গমাতার প্রতিকৃতি। (20, 325, 394, 377)
article-headline: টঙ্গীতে যুবকের লাশ উদ্ধার (676, 60, 907, 86)
article-body: মানুষের অধিকার নিশ্চিত করতে হলে গণতান্ত্রিক ব্যবস্থাকে শক্তিশালী করতে হবে। জনগণের ভোটাধিকার প্রতিষ্ঠা ছাড়া টেকসই উন্নয়ন সম্ভব নয় বলে বক্তারা মত প্রকাশ করেন। (583, 697, 1000, 723)
zodiac-sign-entry (1343, 2232, 1490, 2255)
article-body: সোমবার তাকে রাজধানীর বঙ্গবন্ধু শেখ মুজিব মেডিকেল বিশ্ববিদ্যালয় হাসপাতালে ভর্তি করা হয়। হাসপাতালের নিবিড় পরিচর্যা কেন্দ্রে চিকিৎসাধীন অবস্থায় তিনি মারা যান। বরেণ্য এই সাংবাদিকের মৃত্যুতে গভীর শোক প্রকাশ করেছেন বিভিন্ন মহল। (20, 824, 394, 863)
article-headline: ১ আগস্ট চালু হচ্ছে (140, 60, 274, 81)
continued-label: (শেষ পাতার পর) (457, 1263, 521, 1275)
article-headline: কাঁচা মরিচের কড়া (1277, 383, 1399, 404)
column-divider (578, 60, 579, 2411)
article-body: বরিশাল প্রতিনিধি : বরিশালের পলাশপুর এলাকা থেকে অজ্ঞাত পরিচয় এক তরুণীর অর্ধগলিত লাশ উদ্ধার করেছে পুলিশ। তাৎক্ষণিকভাবে তার নাম-পরিচয় জানা যায়নি। ধারণা করা হচ্ছে, দুই-তিন দিন আগে তার মৃত্যু হয়েছে। (589, 348, 993, 387)
article (1005, 1303, 1176, 1475)
continued-label: (শেষ পাতার পর) (759, 1123, 824, 1135)
zodiac-sign-entry (1343, 2150, 1490, 2174)
article-subhead: — পরিকল্পনা প্রতিমন্ত্রী (1394, 84, 1492, 97)
article-headline: ডিজিটাল বাংলাদেশ (1269, 726, 1406, 746)
horoscope-row-key: আপনার শুভ রঙ (1215, 2003, 1279, 2014)
zodiac-sign-text: মিথুন : ব্যবসায় অর্থ প্রাপ্তি যোগ। শুভ। (1210, 2205, 1326, 2227)
zodiac-sign-text: বৃশ্চিক : পারিবারিক উন্নতি ঘটবে। শুভ। (1361, 2205, 1478, 2227)
article (404, 780, 574, 925)
horoscope-title: আপনার রাশিফল (1255, 1883, 1429, 1913)
continued-label: (শেষ পাতার পর) (759, 873, 824, 884)
article-body: ভবিষ্যতে স্মার্ট বাংলাদেশ গড়ে তুলতে তরুণদের প্রযুক্তি দক্ষতা বাড়ানোর বিকল্প নেই। সরকার তথ্যপ্রযুক্তি খাতে প্রশিক্ষণ ও উদ্যোক্তা তৈরিতে কাজ করছে। (1184, 1068, 1492, 1106)
article-body: মানুষের অধিকার নিশ্চিত করতে হলে গণতান্ত্রিক ব্যবস্থাকে শক্তিশালী করতে হবে। জনগণের ভোটাধিকার প্রতিষ্ঠা ছাড়া টেকসই উন্নয়ন সম্ভব নয় বলে বক্তারা মত প্রকাশ করেন। (583, 596, 1000, 622)
article-body: সোমবার তাকে রাজধানীর বঙ্গবন্ধু শেখ মুজিব মেডিকেল বিশ্ববিদ্যালয় হাসপাতালে ভর্তি করা হয়। হাসপাতালের নিবিড় পরিচর্যা কেন্দ্রে চিকিৎসাধীন অবস্থায় তিনি মারা যান। বরেণ্য এই সাংবাদিকের মৃত্যুতে গভীর শোক প্রকাশ করেছেন বিভিন্ন মহল। (20, 867, 394, 907)
article-headline: গণতন্ত্র ফেল করলে (735, 630, 848, 648)
continued-label: (শেষ পাতার পর) (457, 800, 521, 812)
zodiac-symbol-icon: ★ (1192, 2150, 1207, 2165)
article-body: টঙ্গী প্রতিনিধি : টঙ্গীর নিমতলী রেলগেইট এলাকা থেকে গতকাল শুক্রবার এক যুবকের লাশ উদ্ধার করেছে পুলিশ। পরে ময়নাতদন্তের জন্য গাজীপুর শহীদ তাজউদ্দীন আহমদ মেডিকেল কলেজ হাসপাতাল মর্গে পাঠানো হয়েছে। নিহতের পরিচয় জানার চেষ্টা চলছে। (583, 133, 1000, 172)
article-body: দুই দেশের মধ্যে বাণিজ্য সম্প্রসারণে নতুন সম্ভাবনা তৈরি হয়েছে। ব্যবসায়ী নেতারা বলছেন, সরাসরি যোগাযোগ ব্যবস্থা চালু হলে রপ্তানি বাড়বে। (583, 1067, 1000, 1093)
article-headline: বাইরে টিকিট নেই (157, 1000, 257, 1018)
article-body: তাড়াশ (সিরাজগঞ্জ) প্রতিনিধি : সিরাজগঞ্জের তাড়াশ উপজেলার বিশিষ্ট সমাজসেবক তাজু মেম্বার বার্ধক্যজনিত কারণে ইন্তেকাল করেছেন। তার মৃত্যুতে এলাকায় শোকের ছায়া নেমে আসে। (1005, 348, 1176, 413)
article (404, 1242, 574, 1414)
horoscope-row-key: শুভ বার (1215, 2082, 1246, 2093)
article-body: ভবিষ্যতে স্মার্ট বাংলাদেশ গড়ে তুলতে তরুণদের প্রযুক্তি দক্ষতা বাড়ানোর বিকল্প নেই। সরকার তথ্যপ্রযুক্তি খাতে প্রশিক্ষণ ও উদ্যোক্তা তৈরিতে কাজ করছে। (1184, 809, 1492, 848)
article-body: সেদিন সিনেমা হলে টিকিট পাওয়া যায়নি। সকাল থেকেই হলের সামনে দর্শকদের দীর্ঘ সারি দেখা গেছে। অনেকে টিকিট না পেয়ে ফিরে গেছেন। হল কর্তৃপক্ষ জানান, দর্শকদের চাহিদা বিবেচনায় অতিরিক্ত প্রদর্শনীর ব্যবস্থা করা হচ্ছে। (20, 1253, 394, 1293)
article-headline: রাজধানীতে অটোরিকশা (420, 1086, 558, 1104)
article (583, 1234, 1000, 1357)
article-body: বাজারে কাঁচা মরিচের দাম কেজিপ্রতি বেড়েছে। বিক্রেতারা বলছেন, বৃষ্টির কারণে সরবরাহ কমে যাওয়ায় দাম বেড়েছে। (1184, 423, 1492, 449)
article (1184, 384, 1492, 719)
continued-label: (শেষ পাতার পর) (759, 652, 824, 664)
article-body: সপ্তাহের শেষ কার্যদিবসে পুঁজিবাজারে সূচক বেড়েছে। লেনদেন হওয়া কোম্পানির মধ্যে বেশিরভাগের শেয়ারের দাম বেড়েছে। বাজার সংশ্লিষ্টরা বলছেন, বিনিয়োগকারীদের আস্থা ফিরতে শুরু করেছে। (20, 1467, 394, 1506)
zodiac-sign-text: মেষ : ব্যবসায়িক কাজে আনন্দ লাভ। সাংসারিক সুখ । (1210, 2151, 1317, 2173)
zodiac-sign-entry (1343, 2177, 1490, 2201)
article-body: গভীর রাতে চোরেরা সেচ পাম্পের বৈদ্যুতিক মিটার খুলে নিয়ে যায়। সকালে কৃষকরা বিষয়টি দেখতে পেয়ে থানায় অভিযোগ দিয়েছেন। (404, 1515, 574, 1568)
continued-label: (শেষ পাতার পর) (175, 464, 239, 476)
zodiac-sign-text: সিংহ : ব্যবসায়িক কাজে উত্তেজনা বৃদ্ধি পাবে। (1210, 2260, 1331, 2282)
zodiac-sign-text: মীন : ধর্মীয় কাজে আনন্দ পাবেন। যাত্রা শুভ। (1361, 2287, 1479, 2309)
article-body: সময়ে বিভিন্ন দেশে দেওয়া বঙ্গবন্ধুর বক্তব্য ও সাত মার্চের ঐতিহাসিক ভাষণ। শীতাতপ নিয়ন্ত্রিত জাদুঘরটিতে আরও রাখা হয়েছে জনসাধারণের জানানোর জন্য বিভিন্ন তথ্য। জাদুঘরের দেয়ালে লেখা রয়েছে বঙ্গবন্ধুর জীবনের নানা অধ্যায়। দর্শনার্থীদের জন্য সেখানে রয়েছে বঙ্গবন্ধু ও বঙ্গমাতার প্রতিকৃতি। (20, 382, 394, 434)
continued-label: (শেষ পাতার পর) (175, 1322, 239, 1334)
masthead (20, 9, 1492, 55)
article-body: ভবিষ্যতে স্মার্ট বাংলাদেশ গড়ে তুলতে তরুণদের প্রযুক্তি দক্ষতা বাড়ানোর বিকল্প নেই। সরকার তথ্যপ্রযুক্তি খাতে প্রশিক্ষণ ও উদ্যোক্তা তৈরিতে কাজ করছে। (1184, 982, 1492, 1020)
newspaper-logo (20, 9, 123, 55)
zodiac-symbol-icon: ★ (1343, 2286, 1359, 2301)
article-body: সেদিন সিনেমা হলে টিকিট পাওয়া যায়নি। সকাল থেকেই হলের সামনে দর্শকদের দীর্ঘ সারি দেখা গেছে। অনেকে টিকিট না পেয়ে ফিরে গেছেন। হল কর্তৃপক্ষ জানান, দর্শকদের চাহিদা বিবেচনায় অতিরিক্ত প্রদর্শনীর ব্যবস্থা করা হচ্ছে। (20, 1124, 394, 1163)
dateline: শনিবার ১৫ শ্রাবণ ১৪২৯ : ৩০ জুলাই ২০২২ (566, 22, 871, 43)
article-body: তাড়াশ (সিরাজগঞ্জ) প্রতিনিধি : সিরাজগঞ্জের তাড়াশ উপজেলার বিশিষ্ট সমাজসেবক তাজু মেম্বার বার্ধক্যজনিত কারণে ইন্তেকাল করেছেন। তার মৃত্যুতে এলাকায় শোকের ছায়া নেমে আসে। (1005, 1409, 1176, 1475)
zodiac-symbol-icon: ★ (1343, 2204, 1359, 2220)
article-body: রাঙ্গামাটি প্রতিনিধি : পানি স্বল্পতায় কাপ্তাই হ্রদে মাছ ধরায় আরও ১৫ দিন নিষেধাজ্ঞা বাড়িয়েছে জেলা প্রশাসন। হ্রদে মাছের প্রাকৃতিক প্রজনন ও বংশবৃদ্ধি নিশ্চিত করতে এ সিদ্ধান্ত নেওয়া হয়েছে। (404, 382, 574, 446)
article-body: বরিশাল প্রতিনিধি : বরিশালের বাকেরগঞ্জ উপজেলার পায়রা নদীতে এক হাজার বস্তা সিমেন্ট নিয়ে একটি ট্রলার ডুবে গেছে। ট্রলারে থাকা শ্রমিকরা সাঁতরে তীরে উঠতে সক্ষম হন। (1005, 98, 1176, 164)
article-body: রাঙ্গামাটি প্রতিনিধি : পানি স্বল্পতায় কাপ্তাই হ্রদে মাছ ধরায় আরও ১৫ দিন নিষেধাজ্ঞা বাড়িয়েছে জেলা প্রশাসন। হ্রদে মাছের প্রাকৃতিক প্রজনন ও বংশবৃদ্ধি নিশ্চিত করতে এ সিদ্ধান্ত নেওয়া হয়েছে। (404, 104, 574, 169)
article-body: বরিশাল প্রতিনিধি : বরিশালের পলাশপুর এলাকা থেকে অজ্ঞাত পরিচয় এক তরুণীর অর্ধগলিত লাশ উদ্ধার করেছে পুলিশ। তাৎক্ষণিকভাবে তার নাম-পরিচয় জানা যায়নি। ধারণা করা হচ্ছে, দুই-তিন দিন আগে তার মৃত্যু হয়েছে। (589, 262, 993, 301)
horoscope-table (1212, 1999, 1336, 2099)
article-body: বাজারে কাঁচা মরিচের দাম কেজিপ্রতি বেড়েছে। বিক্রেতারা বলছেন, বৃষ্টির কারণে সরবরাহ কমে যাওয়ায় দাম বেড়েছে। (1184, 453, 1492, 479)
article-headline: দেশ রূপান্তর সম্পাদক (145, 442, 269, 460)
article-body: মানুষের অধিকার নিশ্চিত করতে হলে গণতান্ত্রিক ব্যবস্থাকে শক্তিশালী করতে হবে। জনগণের ভোটাধিকার প্রতিষ্ঠা ছাড়া টেকসই উন্নয়ন সম্ভব নয় বলে বক্তারা মত প্রকাশ করেন। (583, 816, 1000, 843)
article-headline: ঘুম থেকে জেগে (745, 528, 838, 546)
horoscope-row-value: : নীল ও সাদা (1281, 2023, 1333, 2034)
horoscope-row (1214, 2040, 1334, 2058)
article-body: দুই দেশের মধ্যে বাণিজ্য সম্প্রসারণে নতুন সম্ভাবনা তৈরি হয়েছে। ব্যবসায়ী নেতারা বলছেন, সরাসরি যোগাযোগ ব্যবস্থা চালু হলে রপ্তানি বাড়বে। (583, 1007, 1000, 1034)
article-body: চাঁদপুর প্রতিনিধি : পরিকল্পনা প্রতিমন্ত্রী ড. শামসুল আলম বলেছেন, মূল্যস্ফীতি নিয়ে উদ্বিগ্ন হওয়ার কিছু নেই। আন্তর্জাতিক বাজারে জ্বালানি তেলের দাম বাড়ায় কিছুটা প্রভাব পড়েছে, তবে সরকার পরিস্থিতি নিয়ন্ত্রণে রাখতে সব ধরনের পদক্ষেপ নিয়েছে। (1184, 266, 1492, 318)
article (583, 631, 1000, 844)
article-body: তাড়াশ (সিরাজগঞ্জ) প্রতিনিধি : সিরাজগঞ্জের তাড়াশ উপজেলার বিশিষ্ট সমাজসেবক তাজু মেম্বার বার্ধক্যজনিত কারণে ইন্তেকাল করেছেন। তার মৃত্যুতে এলাকায় শোকের ছায়া নেমে আসে। (1005, 1339, 1176, 1405)
column-divider (399, 60, 400, 2411)
article-headline: এবার মিটার চুরি (442, 455, 536, 473)
article-body: ভবিষ্যতে স্মার্ট বাংলাদেশ গড়ে তুলতে তরুণদের প্রযুক্তি দক্ষতা বাড়ানোর বিকল্প নেই। সরকার তথ্যপ্রযুক্তি খাতে প্রশিক্ষণ ও উদ্যোক্তা তৈরিতে কাজ করছে। (1184, 1024, 1492, 1063)
article-body: বরিশাল প্রতিনিধি : বরিশালের বাকেরগঞ্জ উপজেলার পায়রা নদীতে এক হাজার বস্তা সিমেন্ট নিয়ে একটি ট্রলার ডুবে গেছে। ট্রলারে থাকা শ্রমিকরা সাঁতরে তীরে উঠতে সক্ষম হন। (1005, 167, 1176, 233)
article-body: গভীর রাতে চোরেরা সেচ পাম্পের বৈদ্যুতিক মিটার খুলে নিয়ে যায়। সকালে কৃষকরা বিষয়টি দেখতে পেয়ে থানায় অভিযোগ দিয়েছেন। (404, 1571, 574, 1624)
article-headline: মূল্যস্ফীতি নিয়ে উদ্বিগ্ন হওয়ার কিছু নেই (1204, 60, 1471, 81)
article-body: গভীর রাতে চোরেরা সেচ পাম্পের বৈদ্যুতিক মিটার খুলে নিয়ে যায়। সকালে কৃষকরা বিষয়টি দেখতে পেয়ে থানায় অভিযোগ দিয়েছেন। (404, 717, 574, 770)
continued-label: (শেষ পাতার পর) (457, 1109, 521, 1120)
article-body: রাঙ্গামাটি প্রতিনিধি : পানি স্বল্পতায় কাপ্তাই হ্রদে মাছ ধরায় আরও ১৫ দিন নিষেধাজ্ঞা বাড়িয়েছে জেলা প্রশাসন। হ্রদে মাছের প্রাকৃতিক প্রজনন ও বংশবৃদ্ধি নিশ্চিত করতে এ সিদ্ধান্ত নেওয়া হয়েছে। (404, 1278, 574, 1344)
logo-small-text: দৈনিক (36, 9, 62, 21)
zodiac-symbol-icon: ★ (1192, 2177, 1207, 2192)
article-body: মানুষের অধিকার নিশ্চিত করতে হলে গণতান্ত্রিক ব্যবস্থাকে শক্তিশালী করতে হবে। জনগণের ভোটাধিকার প্রতিষ্ঠা ছাড়া টেকসই উন্নয়ন সম্ভব নয় বলে বক্তারা মত প্রকাশ করেন। (583, 757, 1000, 783)
article (404, 61, 574, 448)
